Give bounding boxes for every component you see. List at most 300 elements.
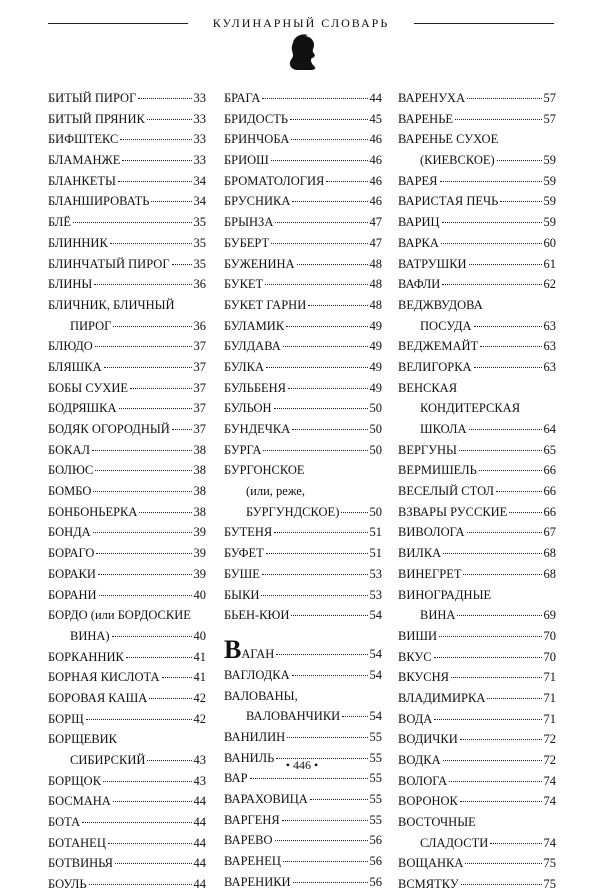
entry-term: БУЛАМИК [224, 318, 285, 333]
entry-page: 37 [193, 380, 206, 395]
leader-dots [480, 346, 541, 347]
entry-page: 44 [193, 877, 206, 892]
index-entry [224, 295, 382, 316]
entry-page: 63 [543, 318, 556, 333]
entry-term: ВСМЯТКУ [398, 877, 459, 892]
entry-term: БУЖЕНИНА [224, 256, 295, 271]
entry-term: БОРКАННИК [48, 649, 124, 664]
entry-page: 36 [193, 277, 206, 292]
entry-page: 34 [193, 194, 206, 209]
entry-term: ВАРЕЯ [398, 173, 438, 188]
entry-term: БРИДОСТЬ [224, 111, 289, 126]
index-entry [48, 171, 206, 192]
index-entry [398, 481, 556, 502]
index-entry [224, 543, 382, 564]
entry-term: БОРНАЯ КИСЛОТА [48, 670, 160, 685]
index-entry [398, 398, 556, 419]
index-entry [48, 150, 206, 171]
leader-dots [93, 532, 192, 533]
entry-page: 35 [193, 235, 206, 250]
index-entry [224, 150, 382, 171]
leader-dots [497, 160, 542, 161]
index-entry [398, 585, 556, 606]
index-entry [224, 109, 382, 130]
entry-term: БЛЮДО [48, 339, 93, 354]
leader-dots [490, 843, 541, 844]
index-entry [224, 522, 382, 543]
entry-page: 53 [369, 566, 382, 581]
leader-dots [139, 512, 191, 513]
index-entry [398, 791, 556, 812]
index-entry [224, 665, 382, 686]
entry-page: 55 [369, 750, 382, 765]
entry-page: 49 [369, 359, 382, 374]
entry-term: БРИОШ [224, 153, 269, 168]
leader-dots [271, 160, 368, 161]
index-entry [48, 336, 206, 357]
entry-term: АГАН [241, 646, 275, 661]
entry-term: БОЛЮС [48, 463, 94, 478]
entry-term: БЛИННИК [48, 235, 108, 250]
index-entry [224, 789, 382, 810]
entry-page: 53 [369, 587, 382, 602]
leader-dots [441, 243, 542, 244]
entry-page: 56 [369, 874, 382, 889]
index-entry [398, 233, 556, 254]
entry-page: 44 [193, 835, 206, 850]
entry-page: 55 [369, 792, 382, 806]
entry-term: ВАРЕНЕЦ [224, 854, 281, 869]
entry-term: БРЫНЗА [224, 215, 274, 230]
leader-dots [434, 719, 541, 720]
index-entry [224, 502, 382, 523]
entry-term: БОРЩ [48, 711, 84, 726]
index-entry [48, 502, 206, 523]
index-entry [398, 647, 556, 668]
entry-term: ВКУС [398, 649, 432, 664]
leader-dots [449, 781, 541, 782]
index-entry [398, 543, 556, 564]
entry-page: 63 [543, 339, 556, 354]
index-entry [48, 791, 206, 812]
entry-page: 75 [543, 877, 556, 892]
entry-page: 33 [193, 132, 206, 147]
entry-term: БРУСНИКА [224, 194, 291, 209]
index-entry [398, 812, 556, 833]
index-entry [48, 874, 206, 895]
entry-term: ВИНА) [70, 628, 110, 643]
entry-term: БУТЕНЯ [224, 525, 273, 540]
index-entry [224, 129, 382, 150]
entry-term: ВОРОНОК [398, 794, 458, 809]
entry-term: ВЕЛИГОРКА [398, 359, 472, 374]
index-entry [398, 626, 556, 647]
entry-term: ВЕНСКАЯ [398, 380, 458, 395]
index-entry [398, 274, 556, 295]
entry-term: ВЕРГУНЫ [398, 442, 457, 457]
entry-page: 46 [369, 194, 382, 209]
entry-term: СИБИРСКИЙ [70, 753, 146, 767]
entry-term: БУРГА [224, 442, 262, 457]
leader-dots [149, 698, 191, 699]
entry-term: БЛЁ [48, 215, 71, 230]
entry-page: 47 [369, 215, 382, 230]
entry-term: ВИШИ [398, 628, 438, 643]
leader-dots [138, 98, 191, 99]
leader-dots [263, 450, 367, 451]
leader-dots [99, 595, 192, 596]
entry-page: 38 [193, 442, 206, 457]
entry-page: 57 [543, 111, 556, 126]
entry-term: ВАРЕНУХА [398, 91, 466, 105]
index-entry [224, 830, 382, 851]
entry-term: БРИНЧОБА [224, 132, 290, 147]
index-entry [224, 605, 382, 626]
leader-dots [265, 284, 367, 285]
leader-dots [95, 346, 192, 347]
leader-dots [460, 739, 542, 740]
entry-term: ВАРКА [398, 235, 439, 250]
leader-dots [266, 367, 367, 368]
index-entry [398, 605, 556, 626]
leader-dots [291, 139, 367, 140]
leader-dots [290, 119, 367, 120]
index-entry [224, 872, 382, 893]
index-entry [224, 378, 382, 399]
index-entry [48, 729, 206, 750]
entry-page: 49 [369, 339, 382, 354]
entry-page: 43 [193, 753, 206, 767]
index-entry [398, 564, 556, 585]
index-entry [398, 378, 556, 399]
entry-term: БОРДО (или БОРДОСКИЕ [48, 608, 191, 623]
entry-term: БОКАЛ [48, 442, 90, 457]
leader-dots [286, 326, 367, 327]
entry-page: 62 [543, 277, 556, 292]
leader-dots [113, 801, 192, 802]
entry-page: 38 [193, 484, 206, 499]
drop-letter: В [224, 634, 242, 664]
leader-dots [93, 491, 191, 492]
index-entry [398, 771, 556, 792]
leader-dots [293, 882, 368, 883]
leader-dots [89, 884, 192, 885]
index-entry [48, 109, 206, 130]
entry-term: ВАЛОВАНЫ, [224, 688, 298, 703]
entry-page: 63 [543, 359, 556, 374]
leader-dots [292, 675, 368, 676]
leader-dots [98, 574, 192, 575]
leader-dots [162, 677, 192, 678]
leader-dots [288, 388, 367, 389]
letter-heading-entry [224, 635, 382, 665]
index-entry [398, 460, 556, 481]
leader-dots [469, 264, 542, 265]
entry-page: 44 [369, 91, 382, 105]
entry-term: БУШЕ [224, 566, 260, 581]
entry-page: 72 [543, 732, 556, 747]
entry-term: БОРАГО [48, 546, 95, 561]
leader-dots [95, 470, 191, 471]
entry-page: 60 [543, 235, 556, 250]
entry-page: 75 [543, 856, 556, 871]
entry-term: БУНДЕЧКА [224, 422, 291, 436]
entry-term: ВАЛОВАНЧИКИ [246, 709, 341, 724]
entry-page: 49 [369, 380, 382, 395]
entry-term: (КИЕВСКОЕ) [420, 153, 495, 168]
index-entry [48, 440, 206, 461]
index-entry [224, 419, 382, 440]
entry-page: 41 [193, 670, 206, 685]
entry-page: 42 [193, 690, 206, 705]
leader-dots [262, 574, 368, 575]
leader-dots [73, 222, 192, 223]
entry-term: ВАРИЦ [398, 215, 440, 230]
index-entry [48, 398, 206, 419]
entry-term: ВАФЛИ [398, 277, 441, 292]
index-entry [48, 88, 206, 109]
entry-term: ВАРЕВО [224, 833, 273, 848]
entry-page: 37 [193, 422, 206, 436]
index-entry [224, 686, 382, 707]
entry-term: БУЛЬОН [224, 401, 272, 416]
entry-term: БОРАНИ [48, 587, 97, 602]
leader-dots [275, 222, 367, 223]
leader-dots [291, 615, 367, 616]
entry-page: 46 [369, 153, 382, 168]
index-entry [48, 522, 206, 543]
entry-term: БЛАМАНЖЕ [48, 153, 121, 168]
entry-page: 43 [193, 773, 206, 788]
entry-term: ВЕРМИШЕЛЬ [398, 463, 477, 478]
leader-dots [487, 698, 541, 699]
leader-dots [103, 781, 191, 782]
index-entry [48, 626, 206, 647]
index-entry [398, 502, 556, 523]
leader-dots [94, 284, 191, 285]
index-entry [48, 378, 206, 399]
index-entry [48, 419, 206, 440]
entry-page: 55 [369, 771, 382, 786]
entry-term: ВАРГЕНЯ [224, 812, 280, 827]
entry-term: ВЕСЕЛЫЙ СТОЛ [398, 484, 495, 499]
entry-term: БУЛДАВА [224, 339, 281, 354]
index-entry [48, 316, 206, 337]
leader-dots [451, 677, 542, 678]
entry-term: БОНБОНЬЕРКА [48, 504, 138, 519]
index-entry [224, 254, 382, 275]
index-entry [224, 706, 382, 727]
entry-term: ВИНА [420, 608, 456, 623]
entry-term: БОБЫ СУХИЕ [48, 380, 129, 395]
index-entry [48, 191, 206, 212]
leader-dots [459, 450, 542, 451]
entry-term: БУФЕТ [224, 546, 264, 561]
entry-term: БОСМАНА [48, 794, 111, 809]
leader-dots [283, 861, 368, 862]
leader-dots [271, 243, 367, 244]
leader-dots [122, 160, 191, 161]
leader-dots [440, 181, 542, 182]
leader-dots [282, 820, 368, 821]
entry-page: 46 [369, 173, 382, 188]
entry-term: БОТВИНЬЯ [48, 856, 113, 871]
leader-dots [86, 719, 192, 720]
leader-dots [443, 553, 541, 554]
leader-dots [342, 716, 367, 717]
index-entry [48, 129, 206, 150]
entry-term: ВИЛКА [398, 546, 442, 561]
header-rule-left [48, 23, 188, 24]
index-entry [48, 212, 206, 233]
leader-dots [292, 201, 367, 202]
leader-dots [460, 801, 542, 802]
index-entry [398, 336, 556, 357]
entry-term: БОМБО [48, 484, 92, 499]
index-entry [398, 171, 556, 192]
index-entry [398, 254, 556, 275]
index-entry [398, 688, 556, 709]
entry-term: ВОСТОЧНЫЕ [398, 815, 476, 830]
entry-page: 44 [193, 856, 206, 871]
leader-dots [442, 222, 542, 223]
index-entry [224, 171, 382, 192]
index-entry [224, 810, 382, 831]
portrait-silhouette-icon [280, 30, 324, 74]
entry-term: ВОЩАНКА [398, 856, 464, 871]
entry-term: ВОЛОГА [398, 773, 448, 788]
entry-term: СЛАДОСТИ [420, 835, 489, 850]
index-entry [224, 212, 382, 233]
header-title: КУЛИНАРНЫЙ СЛОВАРЬ [212, 16, 390, 30]
entry-page: 66 [543, 504, 556, 519]
index-entry [48, 853, 206, 874]
leader-dots [308, 305, 367, 306]
entry-page: 49 [369, 318, 382, 333]
leader-dots [112, 636, 192, 637]
index-entry [48, 667, 206, 688]
entry-page: 66 [543, 484, 556, 499]
entry-page: 59 [543, 194, 556, 209]
index-entry [398, 874, 556, 895]
entry-term: ПИРОГ [70, 318, 112, 333]
entry-page: 57 [543, 91, 556, 105]
index-entry [224, 564, 382, 585]
entry-page: 37 [193, 339, 206, 354]
index-entry [224, 398, 382, 419]
entry-page: 37 [193, 401, 206, 416]
leader-dots [151, 201, 191, 202]
index-entry [48, 688, 206, 709]
index-entry [224, 274, 382, 295]
entry-term: БУЛЬБЕНЯ [224, 380, 287, 395]
entry-page: 67 [543, 525, 556, 540]
entry-page: 55 [369, 812, 382, 827]
index-entry [398, 88, 556, 109]
entry-page: 50 [369, 401, 382, 416]
entry-page: 39 [193, 546, 206, 561]
leader-dots [119, 408, 192, 409]
entry-term: ВЕДЖВУДОВА [398, 297, 483, 312]
entry-page: 46 [369, 132, 382, 147]
index-entry [48, 295, 206, 316]
entry-term: КОНДИТЕРСКАЯ [420, 401, 521, 416]
entry-page: 71 [543, 690, 556, 705]
entry-page: 55 [369, 729, 382, 744]
leader-dots [496, 491, 541, 492]
leader-dots [126, 657, 192, 658]
entry-page: 70 [543, 649, 556, 664]
leader-dots [479, 470, 542, 471]
index-entry [398, 109, 556, 130]
entry-term: БРОМАТОЛОГИЯ [224, 173, 325, 188]
index-entry [398, 150, 556, 171]
leader-dots [463, 574, 541, 575]
entry-term: ВОДКА [398, 753, 441, 767]
entry-term: ВАРЕНИКИ [224, 874, 291, 889]
leader-dots [274, 408, 368, 409]
entry-page: 42 [193, 711, 206, 726]
entry-term: БЛИЧНИК, БЛИЧНЫЙ [48, 297, 175, 312]
leader-dots [500, 201, 541, 202]
entry-term: БИТЫЙ ПИРОГ [48, 91, 137, 105]
entry-page: 70 [543, 628, 556, 643]
entry-page: 59 [543, 153, 556, 168]
entry-page: 59 [543, 173, 556, 188]
index-entry [48, 233, 206, 254]
index-entry [224, 88, 382, 109]
index-entry [398, 709, 556, 730]
index-entry [48, 543, 206, 564]
entry-term: ВИВОЛОГА [398, 525, 465, 540]
index-entry [224, 440, 382, 461]
leader-dots [261, 595, 367, 596]
entry-term: БОТАНЕЦ [48, 835, 106, 850]
leader-dots [509, 512, 541, 513]
entry-page: 33 [193, 153, 206, 168]
entry-term: БЛИНЫ [48, 277, 93, 292]
entry-page: 36 [193, 318, 206, 333]
entry-term: БОТА [48, 815, 81, 830]
entry-page: 50 [369, 442, 382, 457]
index-entry [398, 522, 556, 543]
leader-dots [434, 657, 542, 658]
leader-dots [461, 884, 542, 885]
entry-term: ШКОЛА [420, 422, 467, 436]
index-entry [224, 727, 382, 748]
leader-dots [250, 778, 368, 779]
entry-term: (или, реже, [246, 484, 305, 499]
leader-dots [455, 119, 541, 120]
leader-dots [130, 388, 191, 389]
leader-dots [110, 243, 192, 244]
entry-page: 48 [369, 277, 382, 292]
index-entry [398, 129, 556, 150]
entry-page: 38 [193, 504, 206, 519]
index-entry [398, 191, 556, 212]
leader-dots [115, 863, 192, 864]
entry-term: БЫКИ [224, 587, 260, 602]
index-entry [224, 481, 382, 502]
index-entry [398, 357, 556, 378]
index-entry [224, 336, 382, 357]
index-entry [224, 316, 382, 337]
leader-dots [474, 326, 542, 327]
leader-dots [120, 139, 191, 140]
leader-dots [172, 264, 192, 265]
index-entry [398, 212, 556, 233]
entry-page: 71 [543, 711, 556, 726]
